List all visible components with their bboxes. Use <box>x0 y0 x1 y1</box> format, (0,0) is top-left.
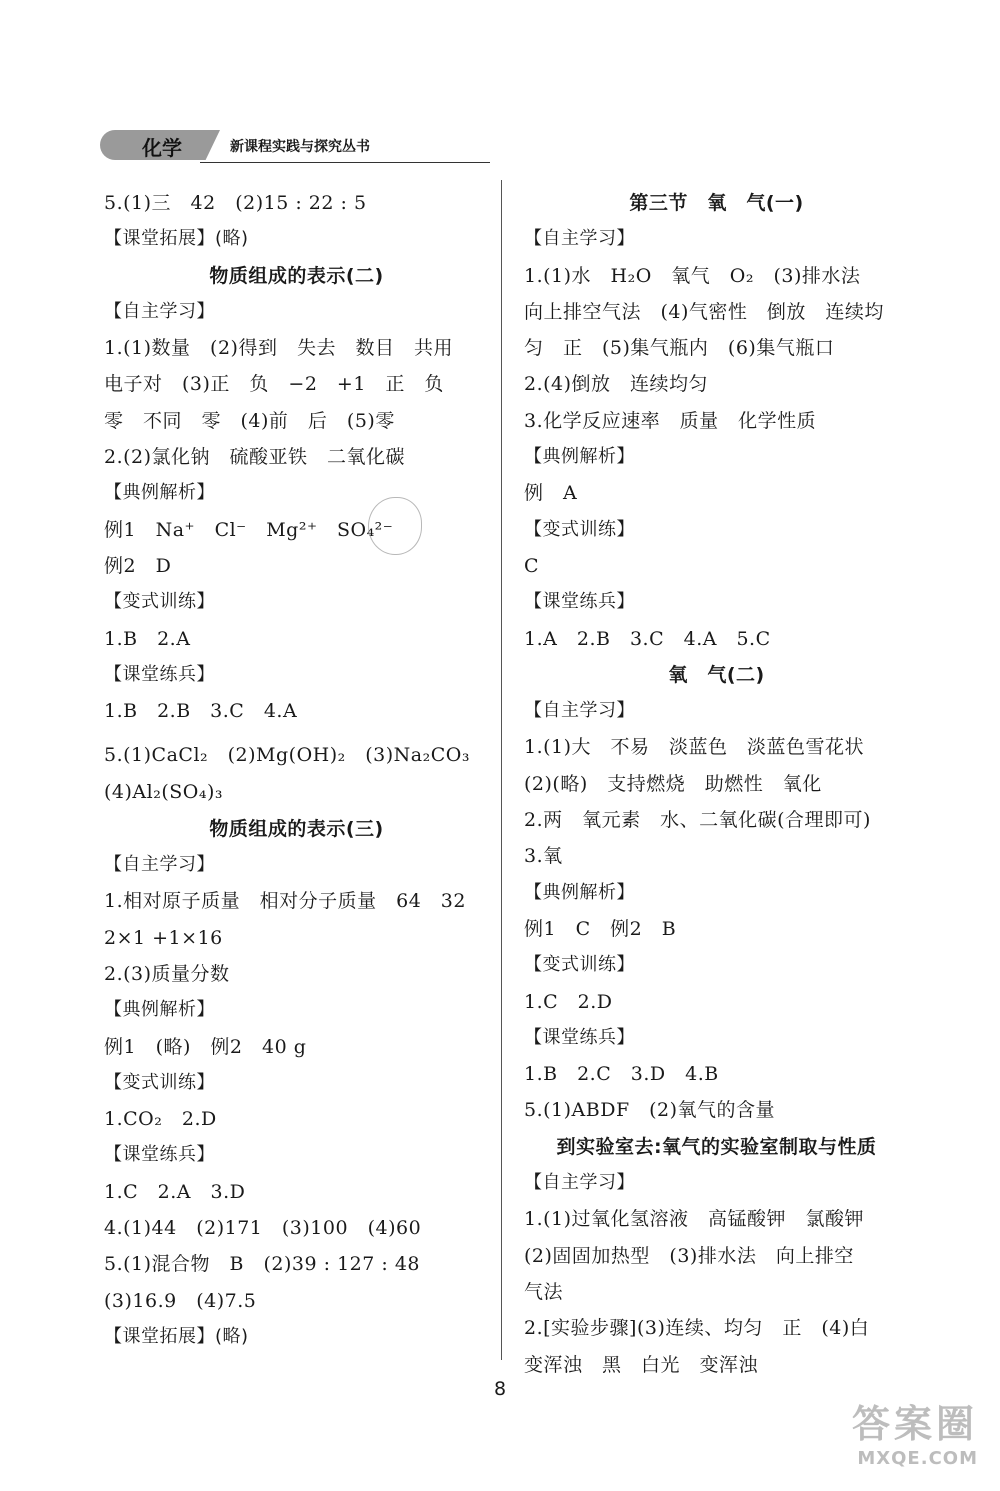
answer-line: 变浑浊 黑 白光 变浑浊 <box>524 1353 759 1376</box>
watermark-logo: 答案圈 <box>851 1402 978 1446</box>
page-number: 8 <box>493 1378 507 1400</box>
answer-line: 5.(1)三 42 (2)15 : 22 : 5 <box>104 192 367 214</box>
answer-line: 1.B 2.C 3.D 4.B <box>524 1063 719 1086</box>
header-rule <box>200 162 490 163</box>
subsection-heading: 【典例解析】 <box>524 446 635 468</box>
stamp-seal <box>368 497 422 555</box>
subsection-heading: 【自主学习】 <box>524 700 635 722</box>
subsection-heading: 【变式训练】 <box>524 518 635 540</box>
section-title: 物质组成的表示(二) <box>209 264 384 287</box>
answer-line: 气法 <box>524 1280 564 1303</box>
subsection-heading: 【典例解析】 <box>524 881 635 903</box>
subsection-heading: 【课堂练兵】 <box>104 663 215 685</box>
subsection-heading: 【变式训练】 <box>524 954 635 976</box>
answer-line: 5.(1)ABDF (2)氧气的含量 <box>524 1099 776 1122</box>
answer-line: 1.(1)大 不易 淡蓝色 淡蓝色雪花状 <box>524 736 865 759</box>
right-column <box>524 185 909 1383</box>
answer-line: 例 A <box>524 482 578 505</box>
section-title: 物质组成的表示(三) <box>209 817 384 840</box>
subsection-heading: 【自主学习】 <box>524 1172 635 1194</box>
answer-line: (3)16.9 (4)7.5 <box>104 1289 257 1312</box>
subsection-heading: 【课堂练兵】 <box>524 591 635 613</box>
answer-line: 1.B 2.A <box>104 627 191 650</box>
subsection-heading: 【课堂练兵】 <box>104 1144 215 1166</box>
answer-line: C <box>524 554 540 577</box>
answer-line: 电子对 (3)正 负 −2 +1 正 负 <box>104 373 444 396</box>
site-watermark <box>798 1393 978 1473</box>
answer-line: 4.(1)44 (2)171 (3)100 (4)60 <box>104 1217 422 1240</box>
answer-line: (4)Al₂(SO₄)₃ <box>104 781 223 804</box>
answer-line: 2.(3)质量分数 <box>104 962 230 985</box>
answer-line: 3.氧 <box>524 845 563 868</box>
section-title: 第三节 氧 气(一) <box>629 192 804 214</box>
answer-line: 5.(1)CaCl₂ (2)Mg(OH)₂ (3)Na₂CO₃ <box>104 744 470 767</box>
answer-line: (2)(略) 支持燃烧 助燃性 氧化 <box>524 772 822 795</box>
answer-line: 零 不同 零 (4)前 后 (5)零 <box>104 409 395 432</box>
answer-line: 1.CO₂ 2.D <box>104 1108 217 1131</box>
answer-line: 例1 C 例2 B <box>524 917 677 940</box>
answer-line: 1.(1)过氧化氢溶液 高锰酸钾 氯酸钾 <box>524 1208 865 1231</box>
subsection-heading: 【课堂拓展】(略) <box>104 228 249 250</box>
answer-line: 1.相对原子质量 相对分子质量 64 32 <box>104 890 466 913</box>
answer-line: 匀 正 (5)集气瓶内 (6)集气瓶口 <box>524 337 835 360</box>
answer-line: 1.A 2.B 3.C 4.A 5.C <box>524 627 771 650</box>
subsection-heading: 【课堂拓展】(略) <box>104 1325 249 1347</box>
answer-line: 2.(4)倒放 连续均匀 <box>524 373 709 396</box>
answer-line: 向上排空气法 (4)气密性 倒放 连续均 <box>524 300 884 323</box>
answer-line: 1.(1)数量 (2)得到 失去 数目 共用 <box>104 337 453 360</box>
answer-line: 2.两 氧元素 水、二氧化碳(合理即可) <box>524 809 871 832</box>
section-title: 氧 气(二) <box>668 663 765 686</box>
answer-line: 2.(2)氯化钠 硫酸亚铁 二氧化碳 <box>104 446 406 469</box>
answer-line: 1.B 2.B 3.C 4.A <box>104 700 298 723</box>
watermark-url: MXQE.COM <box>857 1448 978 1469</box>
answer-line: 3.化学反应速率 质量 化学性质 <box>524 409 817 432</box>
subsection-heading: 【自主学习】 <box>104 854 215 876</box>
subject-label: 化学 <box>142 136 182 160</box>
column-divider <box>501 180 502 1360</box>
answer-line: 2.[实验步骤](3)连续、均匀 正 (4)白 <box>524 1317 870 1340</box>
subsection-heading: 【自主学习】 <box>524 228 635 250</box>
answer-line: 例1 Na⁺ Cl⁻ Mg²⁺ SO₄²⁻ <box>104 518 394 541</box>
answer-line: 1.C 2.A 3.D <box>104 1180 246 1203</box>
subsection-heading: 【典例解析】 <box>104 999 215 1021</box>
series-title: 新课程实践与探究丛书 <box>230 139 370 155</box>
subsection-heading: 【变式训练】 <box>104 1071 215 1093</box>
subsection-heading: 【自主学习】 <box>104 300 215 322</box>
section-title: 到实验室去:氧气的实验室制取与性质 <box>556 1135 877 1158</box>
page-header <box>100 128 540 164</box>
subsection-heading: 【课堂练兵】 <box>524 1026 635 1048</box>
answer-line: (2)固固加热型 (3)排水法 向上排空 <box>524 1244 854 1267</box>
answer-line: 5.(1)混合物 B (2)39 : 127 : 48 <box>104 1253 420 1276</box>
answer-line: 1.(1)水 H₂O 氧气 O₂ (3)排水法 <box>524 264 861 287</box>
left-column <box>104 185 489 1355</box>
subsection-heading: 【变式训练】 <box>104 591 215 613</box>
answer-line: 1.C 2.D <box>524 990 613 1013</box>
answer-line: 2×1 +1×16 <box>104 926 223 949</box>
answer-line: 例2 D <box>104 554 172 577</box>
answer-line: 例1 (略) 例2 40 g <box>104 1035 307 1058</box>
subsection-heading: 【典例解析】 <box>104 482 215 504</box>
